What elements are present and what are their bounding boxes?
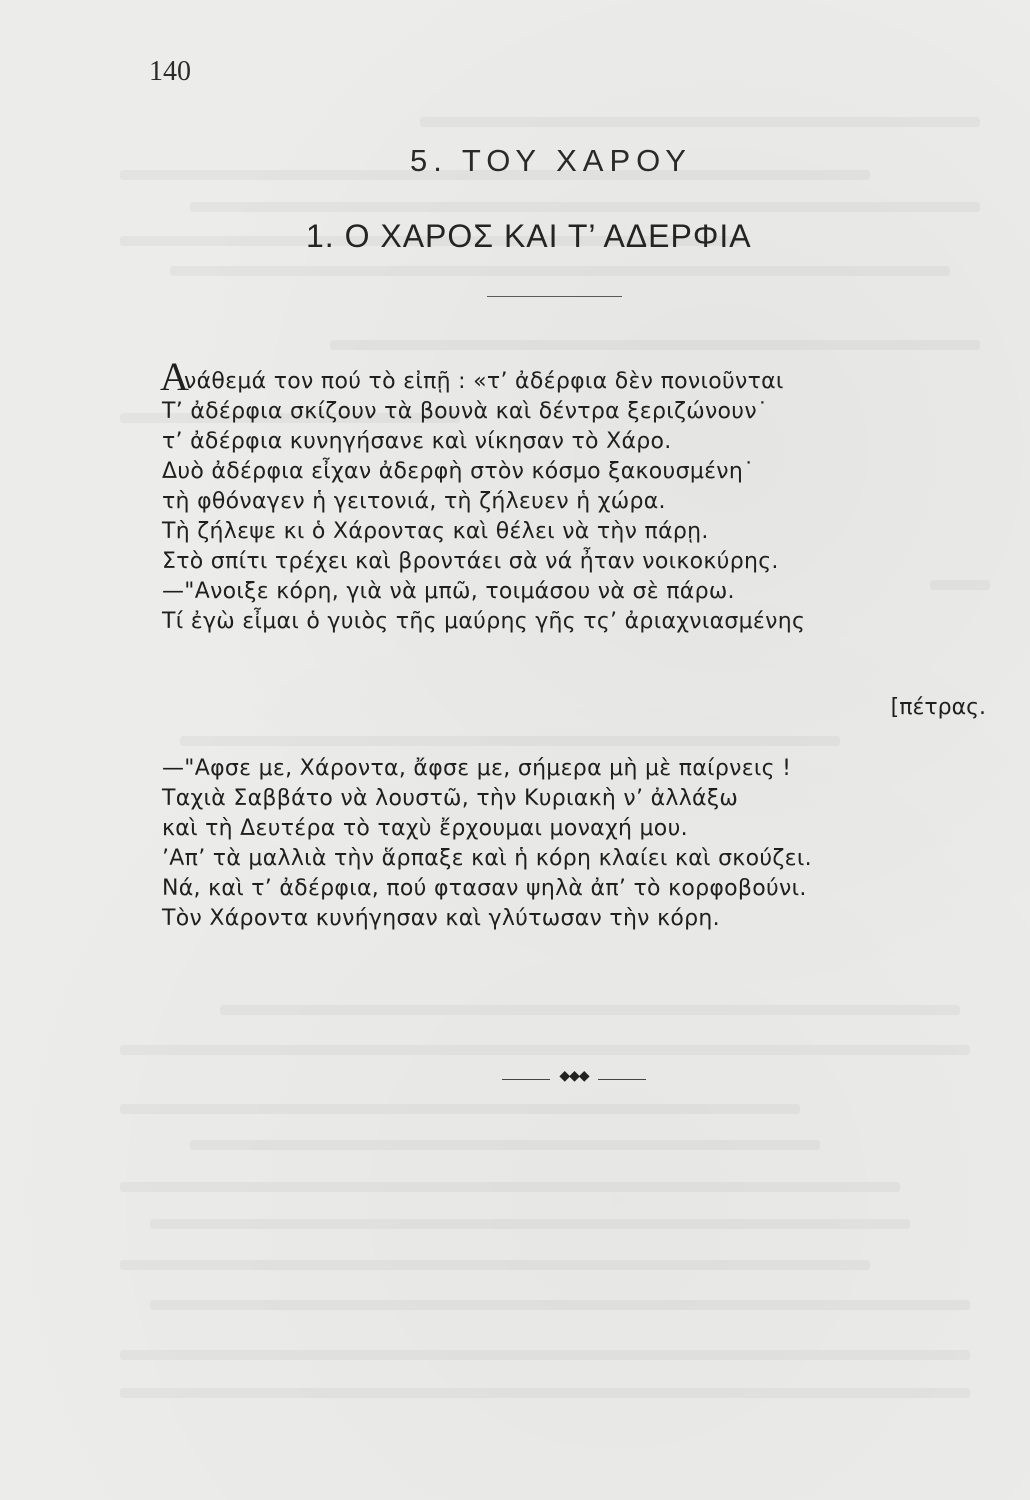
poem-line <box>160 354 982 399</box>
poem-line: Τὴ ζήλεψε κι ὁ Χάροντας καὶ θέλει νὰ τὴν πάρῃ. <box>162 519 709 544</box>
drop-cap: Α <box>160 354 190 399</box>
poem-line: καὶ τὴ Δευτέρα τὸ ταχὺ ἔρχουμαι μοναχή μου. <box>162 816 688 841</box>
poem-line: —"Ανοιξε κόρη, γιὰ νὰ μπῶ, τοιμάσου νὰ σὲ πάρω. <box>162 579 735 604</box>
page-number: 140 <box>149 56 191 87</box>
diamond-ornament-icon: ◆◆◆ <box>559 1068 589 1084</box>
ornament-rule-left <box>502 1079 550 1080</box>
poem-line: τ’ ἀδέρφια κυνηγήσανε καὶ νίκησαν τὸ Χάρο. <box>162 429 672 454</box>
poem-line: ’Απ’ τὰ μαλλιὰ τὴν ἅρπαξε καὶ ἡ κόρη κλαίει καὶ σκούζει. <box>162 846 812 871</box>
poem-stanza-one <box>160 354 982 637</box>
poem-title: 1. Ο ΧΑΡΟΣ ΚΑΙ Τ’ ΑΔΕΡΦΙΑ <box>306 218 752 254</box>
poem-line: Ταχιὰ Σαββάτο νὰ λουστῶ, τὴν Κυριακὴ ν’ ἀλλάξω <box>162 786 739 811</box>
section-ornament <box>502 1068 646 1085</box>
ornament-rule-right <box>598 1079 646 1080</box>
poem-line: Τὸν Χάροντα κυνήγησαν καὶ γλύτωσαν τὴν κόρη. <box>162 906 720 931</box>
poem-line: —"Αφσε με, Χάροντα, ἄφσε με, σήμερα μὴ μὲ παίρνεις ! <box>162 756 792 781</box>
section-title: 5. ΤΟΥ ΧΑΡΟΥ <box>410 143 692 178</box>
poem-line: Τί ἐγὼ εἶμαι ὁ γυιὸς τῆς μαύρης γῆς τς’ ἀριαχνιασμένης <box>162 609 806 634</box>
line-continuation: [πέτρας. <box>890 695 986 720</box>
first-line-text: νάθεμά τον πού τὸ εἰπῇ : «τ’ ἀδέρφια δὲν πονιοῦνται <box>184 369 784 394</box>
poem-line: Δυὸ ἀδέρφια εἶχαν ἀδερφὴ στὸν κόσμο ξακουσμένη˙ <box>162 459 755 484</box>
poem-line: Τ’ ἀδέρφια σκίζουν τὰ βουνὰ καὶ δέντρα ξεριζώνουν˙ <box>162 399 769 424</box>
title-rule <box>487 296 622 297</box>
poem-stanza-two <box>162 754 992 934</box>
poem-line: Στὸ σπίτι τρέχει καὶ βροντάει σὰ νά ἦταν νοικοκύρης. <box>162 549 779 574</box>
poem-line: τὴ φθόναγεν ἡ γειτονιά, τὴ ζήλευεν ἡ χώρα. <box>162 489 666 514</box>
poem-line: Νά, καὶ τ’ ἀδέρφια, πού φτασαν ψηλὰ ἀπ’ τὸ κορφοβούνι. <box>162 876 807 901</box>
